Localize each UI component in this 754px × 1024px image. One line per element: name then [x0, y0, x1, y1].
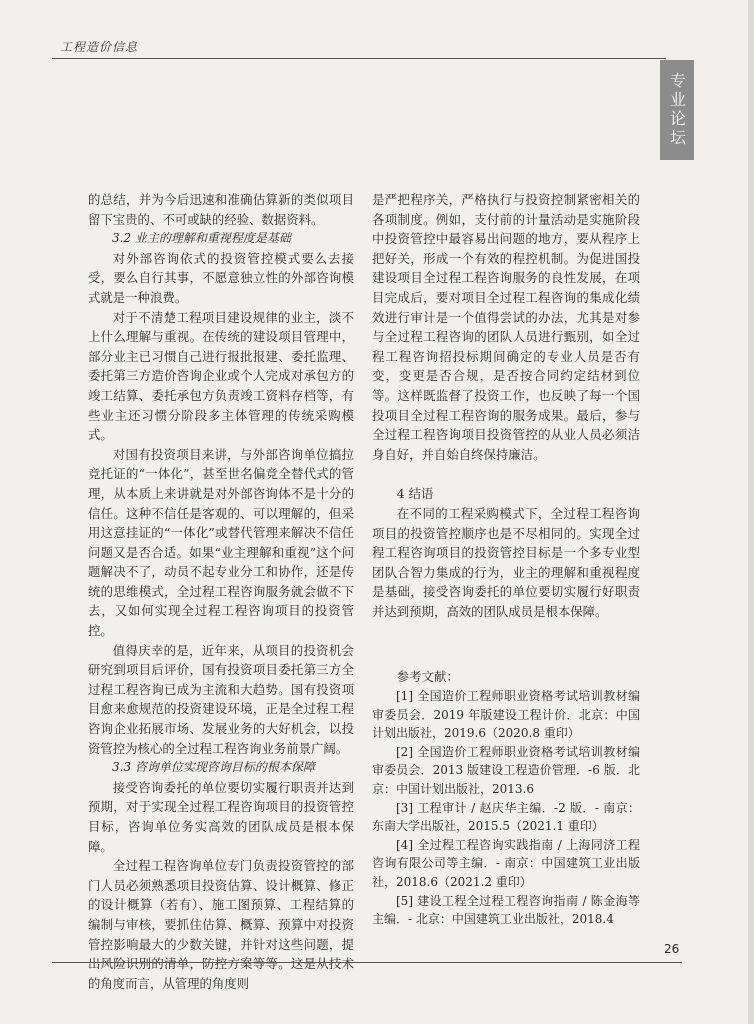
page-number: 26	[664, 942, 680, 956]
paragraph: 对国有投资项目来讲，与外部咨询单位搞拉竞托证的“一体化”，甚至世名偏竞全替代式的管理，从本质上来讲就是对外部咨询体不是十分的信任。这种不信任是客观的、可以理解的，但采用这意挂证的“一体化”或替代管理来解决不信任问题又是否合适。如果“业主理解和重视”这个问题解决不了，动员不起专业分工和协作，还是传统的思维模式，全过程工程咨询服务就会做不下去，又如何实现全过程工程咨询项目的投资管控。	[88, 446, 354, 639]
paragraph: 值得庆幸的是，近年来，从项目的投资机会研究到项目后评价，国有投资项目委托第三方全过程工程咨询已成为主流和大趋势。国有投资项目愈来愈规范的投资建设环境，正是全过程工程咨询企业拓展市场、发展业务的大好机会，以投资管控为核心的全过程工程咨询业务前景广阔。	[88, 642, 354, 756]
page-edge	[748, 0, 754, 1024]
paragraph: 是严把程序关，严格执行与投资控制紧密相关的各项制度。例如，支付前的计量活动是实施阶段中投资管控中最容易出问题的地方，要从程序上把好关，形成一个有效的程控机制。为促进国投建设项目全过程工程咨询服务的良性发展，在项目完成后，要对项目全过程工程咨询的集成化绩效进行审计是一个值得尝试的办法，尤其是对参与全过程工程咨询的团队人员进行甄别，如全过程工程咨询招投标期间确定的专业人员是否有变，变更是否合规，是否按合同约定结材到位等。这样既监督了投资工作，也反映了每一个国投项目全过程工程咨询的服务成果。最后，参与全过程工程咨询项目投资管控的从业人员必须洁身自好，并自始自终保持廉洁。	[372, 192, 640, 462]
conclusion-heading: 4 结语	[396, 486, 434, 502]
footer-rule	[52, 962, 682, 963]
left-column	[88, 190, 354, 993]
paragraph: 对于不清楚工程项目建设规律的业主，淡不上什么理解与重视。在传统的建设项目管理中，部分业主已习惯自己进行报批报建、委托监理、委托第三方造价咨询企业或个人完成对承包方的竣工结算、委托承包方负责竣工资料存档等，有些业主还习惯分阶段多主体管理的传统采购模式。	[88, 309, 354, 443]
conclusion-paragraph: 在不同的工程采购模式下，全过程工程咨询项目的投资管控顺序也是不尽相同的。实现全过程工程咨询项目的投资管控目标是一个多专业型团队合智力集成的行为，业主的理解和重视程度是基础，接受咨询委托的单位要切实履行好职责并达到预期，高效的团队成员是根本保障。	[372, 505, 640, 619]
reference-item: [3] 工程审计 / 赵庆华主编．-2 版．- 南京：东南大学出版社，2015.5（2021.1 重印）	[372, 800, 640, 834]
section-heading: 3.3 咨询单位实现咨询目标的根本保障	[112, 760, 315, 775]
paragraph: 对外部咨询依式的投资管控模式要么去接受，要么自行其事，不愿意独立性的外部咨询模式就是一种浪费。	[88, 250, 354, 305]
paragraph: 接受咨询委托的单位要切实履行职责并达到预期，对于实现全过程工程咨询项目的投资管控目标，咨询单位务实高效的团队成员是根本保障。	[88, 779, 354, 854]
paragraph: 全过程工程咨询单位专门负责投资管控的部门人员必须熟悉项目投资估算、设计概算、修正的设计概算（若有）、施工图预算、工程结算的编制与审核，要抓住估算、概算、预算中对投资管控影响最大的少数关键，并针对这些问题，提出风险识别的清单，防控方案等等。这是从技术的角度而言，从管理的角度则	[88, 858, 354, 991]
section-tab: 专业论坛	[660, 60, 694, 160]
references-title: 参考文献：	[396, 669, 459, 685]
reference-item: [2] 全国造价工程师职业资格考试培训教材编审委员会．2013 版建设工程造价管理．-6 版．北京：中国计划出版社，2013.6	[372, 744, 640, 797]
reference-item: [1] 全国造价工程师职业资格考试培训教材编审委员会．2019 年版建设工程计价．北京：中国计划出版社，2019.6（2020.8 重印）	[372, 689, 640, 741]
journal-title: 工程造价信息	[60, 40, 139, 54]
right-column	[372, 190, 640, 929]
header-rule	[52, 58, 666, 59]
paragraph: 的总结，并为今后迅速和准确估算新的类似项目留下宝贵的、不可或缺的经验、数据资料。	[88, 192, 354, 227]
section-heading: 3.2 业主的理解和重视程度是基础	[112, 231, 291, 246]
reference-item: [5] 建设工程全过程工程咨询指南 / 陈金海等主编．- 北京：中国建筑工业出版社，2018.4	[372, 893, 640, 927]
reference-item: [4] 全过程工程咨询实践指南 / 上海同济工程咨询有限公司等主编．- 南京：中国建筑工业出版社，2018.6（2021.2 重印）	[372, 837, 640, 889]
